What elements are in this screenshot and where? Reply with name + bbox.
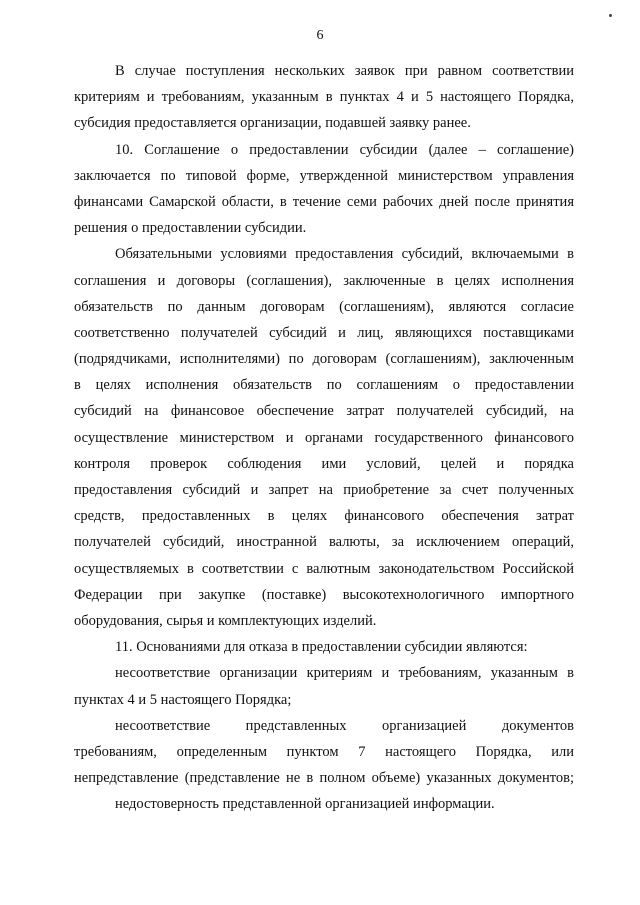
text-line: осуществление министерством и органами государственного финансового: [74, 429, 574, 446]
text-line: субсидия предоставляется организации, подавшей заявку ранее.: [74, 115, 471, 132]
document-body: [74, 58, 574, 817]
text-line: В случае поступления нескольких заявок при равном соответствии: [115, 63, 574, 79]
text-line: осуществляемых в соответствии с валютным законодательством Российской: [74, 560, 574, 577]
text-line: несоответствие организации критериям и требованиям, указанным в: [115, 665, 574, 682]
text-line: несоответствие представленных организацией документов: [115, 717, 574, 734]
text-line: средств, предоставленных в целях финансового обеспечения затрат: [74, 508, 574, 525]
text-line: пунктах 4 и 5 настоящего Порядка;: [74, 691, 292, 708]
text-line: обязательств по данным договорам (соглашениям), являются согласие: [74, 298, 574, 315]
text-line: решения о предоставлении субсидии.: [74, 220, 307, 237]
text-line: (подрядчиками, исполнителями) по договорам (соглашениям), заключенным: [74, 351, 574, 368]
text-line: критериям и требованиям, указанным в пунктах 4 и 5 настоящего Порядка,: [74, 89, 574, 106]
text-line: получателей субсидий, иностранной валюты, за исключением операций,: [74, 534, 574, 551]
text-line: финансами Самарской области, в течение семи рабочих дней после принятия: [74, 193, 574, 210]
text-line: требованиям, определенным пунктом 7 настоящего Порядка, или: [74, 743, 574, 760]
text-line: оборудования, сырья и комплектующих изделий.: [74, 612, 377, 629]
page-number: 6: [316, 28, 324, 43]
text-line: предоставления субсидий и запрет на приобретение за счет полученных: [74, 482, 574, 498]
text-line: в целях исполнения обязательств по соглашениям о предоставлении: [74, 377, 574, 394]
text-line: субсидий на финансовое обеспечение затрат получателей субсидий, на: [74, 403, 574, 420]
text-line: контроля проверок соблюдения ими условий, целей и порядка: [74, 455, 574, 472]
text-line: заключается по типовой форме, утвержденной министерством управления: [74, 167, 574, 184]
text-line: Обязательными условиями предоставления субсидий, включаемыми в: [115, 246, 574, 263]
scan-mark: [609, 14, 612, 17]
text-line: непредставление (представление не в полном объеме) указанных документов;: [74, 770, 574, 787]
text-line: соответственно получателей субсидий и лиц, являющихся поставщиками: [74, 324, 574, 341]
text-line: недостоверность представленной организацией информации.: [115, 796, 495, 813]
text-line: 10. Соглашение о предоставлении субсидии (далее – соглашение): [115, 141, 574, 158]
text-line: 11. Основаниями для отказа в предоставлении субсидии являются:: [115, 639, 528, 656]
text-line: Федерации при закупке (поставке) высокотехнологичного импортного: [74, 586, 574, 603]
text-line: соглашения и договоры (соглашения), заключенные в целях исполнения: [74, 272, 574, 289]
